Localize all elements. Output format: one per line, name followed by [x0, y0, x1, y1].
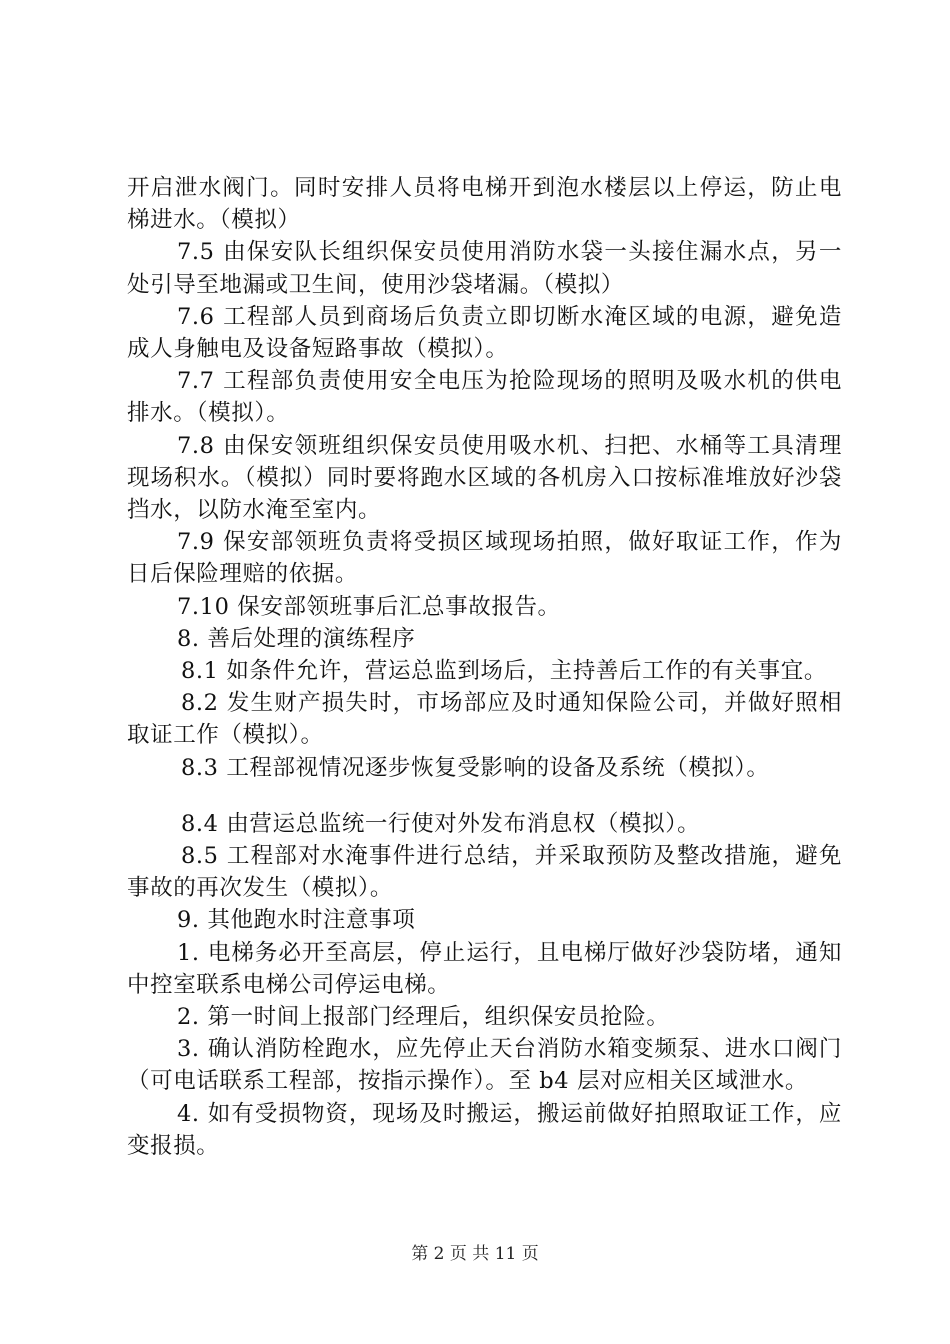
- page-number-footer: 第 2 页 共 11 页: [411, 1244, 539, 1264]
- heading-section-8: 8. 善后处理的演练程序: [177, 625, 416, 652]
- heading-section-9: 9. 其他跑水时注意事项: [177, 907, 416, 934]
- paragraph-8-2: 8.2 发生财产损失时，市场部应及时通知保险公司，并做好照相取证工作（模拟）。: [127, 690, 842, 749]
- paragraph-7-10: 7.10 保安部领班事后汇总事故报告。: [177, 593, 561, 620]
- paragraph-7-9: 7.9 保安部领班负责将受损区域现场拍照，做好取证工作，作为日后保险理赔的依据。: [127, 529, 842, 588]
- paragraph-9-item-4: 4. 如有受损物资，现场及时搬运，搬运前做好拍照取证工作，应变报损。: [127, 1100, 842, 1159]
- document-body: [127, 172, 842, 1162]
- paragraph-7-6: 7.6 工程部人员到商场后负责立即切断水淹区域的电源，避免造成人身触电及设备短路事故（模拟）。: [127, 303, 842, 363]
- paragraph-7-8: 7.8 由保安领班组织保安员使用吸水机、扫把、水桶等工具清理现场积水。（模拟）同时要将跑水区域的各机房入口按标准堆放好沙袋挡水，以防水淹至室内。: [127, 432, 842, 524]
- paragraph-8-1: 8.1 如条件允许，营运总监到场后，主持善后工作的有关事宜。: [181, 658, 827, 685]
- paragraph-continuation: 开启泄水阀门。同时安排人员将电梯开到泡水楼层以上停运，防止电梯进水。（模拟）: [127, 175, 842, 234]
- paragraph-7-5: 7.5 由保安队长组织保安员使用消防水袋一头接住漏水点，另一处引导至地漏或卫生间，使用沙袋堵漏。（模拟）: [127, 239, 842, 298]
- paragraph-9-item-1: 1. 电梯务必开至高层，停止运行，且电梯厅做好沙袋防堵，通知中控室联系电梯公司停运电梯。: [127, 939, 842, 998]
- paragraph-9-item-2: 2. 第一时间上报部门经理后，组织保安员抢险。: [177, 1004, 670, 1031]
- paragraph-8-3: 8.3 工程部视情况逐步恢复受影响的设备及系统（模拟）。: [181, 754, 770, 781]
- paragraph-9-item-3: 3. 确认消防栓跑水，应先停止天台消防水箱变频泵、进水口阀门（可电话联系工程部，按指示操作）。至 b4 层对应相关区域泄水。: [127, 1036, 842, 1095]
- paragraph-8-4: 8.4 由营运总监统一行使对外发布消息权（模拟）。: [181, 810, 701, 837]
- paragraph-7-7: 7.7 工程部负责使用安全电压为抢险现场的照明及吸水机的供电排水。（模拟）。: [127, 368, 842, 427]
- paragraph-8-5: 8.5 工程部对水淹事件进行总结，并采取预防及整改措施，避免事故的再次发生（模拟）。: [127, 843, 842, 902]
